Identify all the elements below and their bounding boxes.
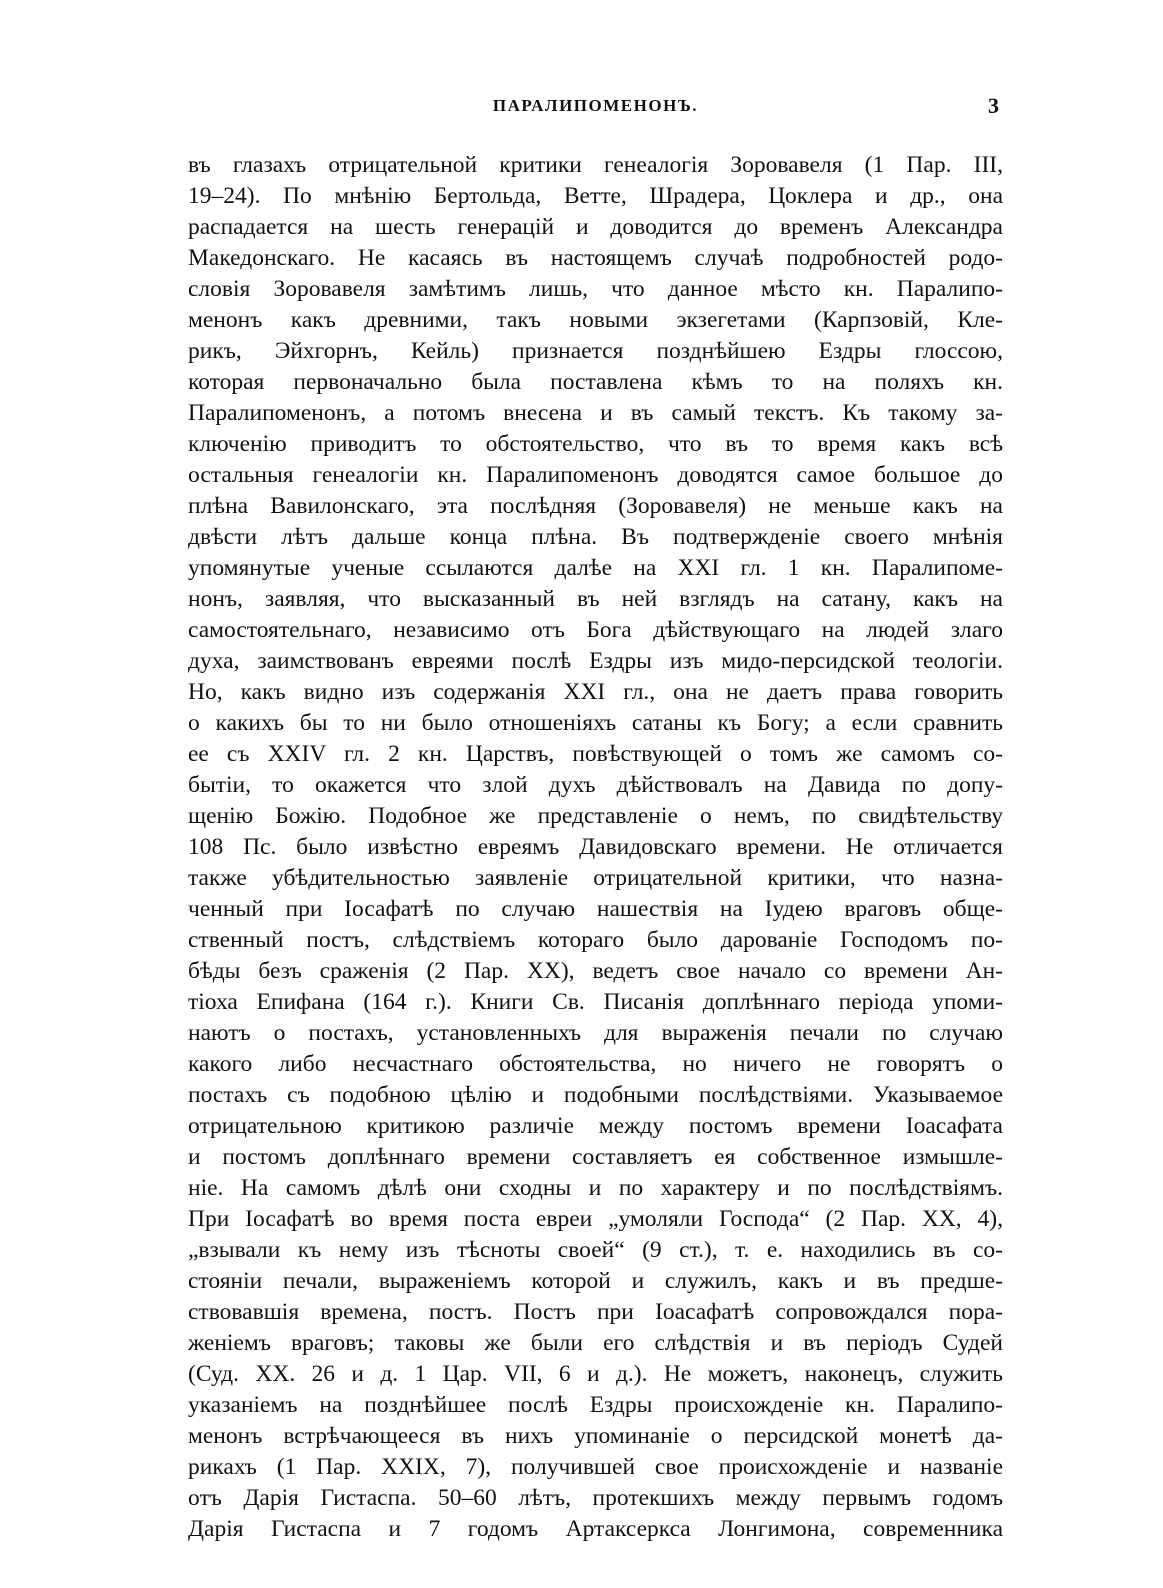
running-head bbox=[188, 93, 1003, 126]
page-number: 3 bbox=[988, 93, 999, 118]
text-line: При Іосафатѣ во время поста евреи „умоляли Господа“ (2 Пар. XX, 4), bbox=[188, 1206, 1003, 1232]
text-line: Паралипоменонъ, а потомъ внесена и въ самый текстъ. Къ такому за- bbox=[188, 400, 1003, 426]
text-line: постахъ съ подобною цѣлію и подобными послѣдствіями. Указываемое bbox=[188, 1082, 1003, 1108]
text-line: отрицательною критикою различіе между постомъ времени Іоасафата bbox=[188, 1113, 1003, 1139]
text-line: двѣсти лѣтъ дальше конца плѣна. Въ подтвержденіе своего мнѣнія bbox=[188, 524, 1003, 550]
page-header-title: ПАРАЛИПОМЕНОНЪ. bbox=[492, 96, 699, 115]
text-line: (Суд. XX. 26 и д. 1 Цар. VII, 6 и д.). Не можетъ, наконецъ, служить bbox=[188, 1361, 1003, 1387]
text-line: стояніи печали, выраженіемъ которой и служилъ, какъ и въ предше- bbox=[188, 1268, 1003, 1294]
text-line: указаніемъ на позднѣйшее послѣ Ездры происхожденіе кн. Паралипо- bbox=[188, 1392, 1003, 1418]
text-line: ченный при Іосафатѣ по случаю нашествія на Іудею враговъ обще- bbox=[188, 896, 1003, 922]
text-line: въ глазахъ отрицательной критики генеалогія Зоровавеля (1 Пар. III, bbox=[188, 152, 1003, 178]
text-line: щенію Божію. Подобное же представленіе о немъ, по свидѣтельству bbox=[188, 803, 1003, 829]
text-line: ключенію приводитъ то обстоятельство, что въ то время какъ всѣ bbox=[188, 431, 1003, 457]
text-line: наютъ о постахъ, установленныхъ для выраженія печали по случаю bbox=[188, 1020, 1003, 1046]
text-line: менонъ какъ древними, такъ новыми экзегетами (Карпзовій, Кле- bbox=[188, 307, 1003, 333]
text-line: плѣна Вавилонскаго, эта послѣдняя (Зоровавеля) не меньше какъ на bbox=[188, 493, 1003, 519]
text-line: бытіи, то окажется что злой духъ дѣйствовалъ на Давида по допу- bbox=[188, 772, 1003, 798]
text-line: какого либо несчастнаго обстоятельства, но ничего не говорятъ о bbox=[188, 1051, 1003, 1077]
text-line: Но, какъ видно изъ содержанія XXI гл., она не даетъ права говорить bbox=[188, 679, 1003, 705]
text-line: рикахъ (1 Пар. XXIX, 7), получившей свое происхожденіе и названіе bbox=[188, 1454, 1003, 1480]
text-line: бѣды безъ сраженія (2 Пар. XX), ведетъ свое начало со времени Ан- bbox=[188, 958, 1003, 984]
text-line: остальныя генеалогіи кн. Паралипоменонъ доводятся самое большое до bbox=[188, 462, 1003, 488]
text-line: духа, заимствованъ евреями послѣ Ездры изъ мидо-персидской теологіи. bbox=[188, 648, 1003, 674]
text-line: Македонскаго. Не касаясь въ настоящемъ случаѣ подробностей родо- bbox=[188, 245, 1003, 271]
text-line: 108 Пс. было извѣстно евреямъ Давидовскаго времени. Не отличается bbox=[188, 834, 1003, 860]
text-line: и постомъ доплѣннаго времени составляетъ ея собственное измышле- bbox=[188, 1144, 1003, 1170]
text-line: менонъ встрѣчающееся въ нихъ упоминаніе о персидской монетѣ да- bbox=[188, 1423, 1003, 1449]
body-text bbox=[188, 150, 1003, 1545]
text-line: которая первоначально была поставлена кѣмъ то на поляхъ кн. bbox=[188, 369, 1003, 395]
text-line: о какихъ бы то ни было отношеніяхъ сатаны къ Богу; а если сравнить bbox=[188, 710, 1003, 736]
text-line: ственный постъ, слѣдствіемъ котораго было дарованіе Господомъ по- bbox=[188, 927, 1003, 953]
text-line: упомянутые ученые ссылаются далѣе на XXI гл. 1 кн. Паралипоме- bbox=[188, 555, 1003, 581]
text-line: „взывали къ нему изъ тѣсноты своей“ (9 ст.), т. е. находились въ со- bbox=[188, 1237, 1003, 1263]
text-line: Дарія Гистаспа и 7 годомъ Артаксеркса Лонгимона, современника bbox=[188, 1516, 1003, 1542]
text-line: рикъ, Эйхгорнъ, Кейль) признается позднѣйшею Ездры глоссою, bbox=[188, 338, 1003, 364]
text-line: ствовавшія времена, постъ. Постъ при Іоасафатѣ сопровождался пора- bbox=[188, 1299, 1003, 1325]
text-line: 19–24). По мнѣнію Бертольда, Ветте, Шрадера, Цоклера и др., она bbox=[188, 183, 1003, 209]
text-line: самостоятельнаго, независимо отъ Бога дѣйствующаго на людей злаго bbox=[188, 617, 1003, 643]
text-line: ее съ XXIV гл. 2 кн. Царствъ, повѣствующей о томъ же самомъ со- bbox=[188, 741, 1003, 767]
text-line: женіемъ враговъ; таковы же были его слѣдствія и въ періодъ Судей bbox=[188, 1330, 1003, 1356]
text-line: отъ Дарія Гистаспа. 50–60 лѣтъ, протекшихъ между первымъ годомъ bbox=[188, 1485, 1003, 1511]
text-line: ніе. На самомъ дѣлѣ они сходны и по характеру и по послѣдствіямъ. bbox=[188, 1175, 1003, 1201]
text-line: распадается на шесть генерацій и доводится до временъ Александра bbox=[188, 214, 1003, 240]
text-line: также убѣдительностью заявленіе отрицательной критики, что назна- bbox=[188, 865, 1003, 891]
text-line: словія Зоровавеля замѣтимъ лишь, что данное мѣсто кн. Паралипо- bbox=[188, 276, 1003, 302]
text-line: нонъ, заявляя, что высказанный въ ней взглядъ на сатану, какъ на bbox=[188, 586, 1003, 612]
text-line: тіоха Епифана (164 г.). Книги Св. Писанія доплѣннаго періода упоми- bbox=[188, 989, 1003, 1015]
